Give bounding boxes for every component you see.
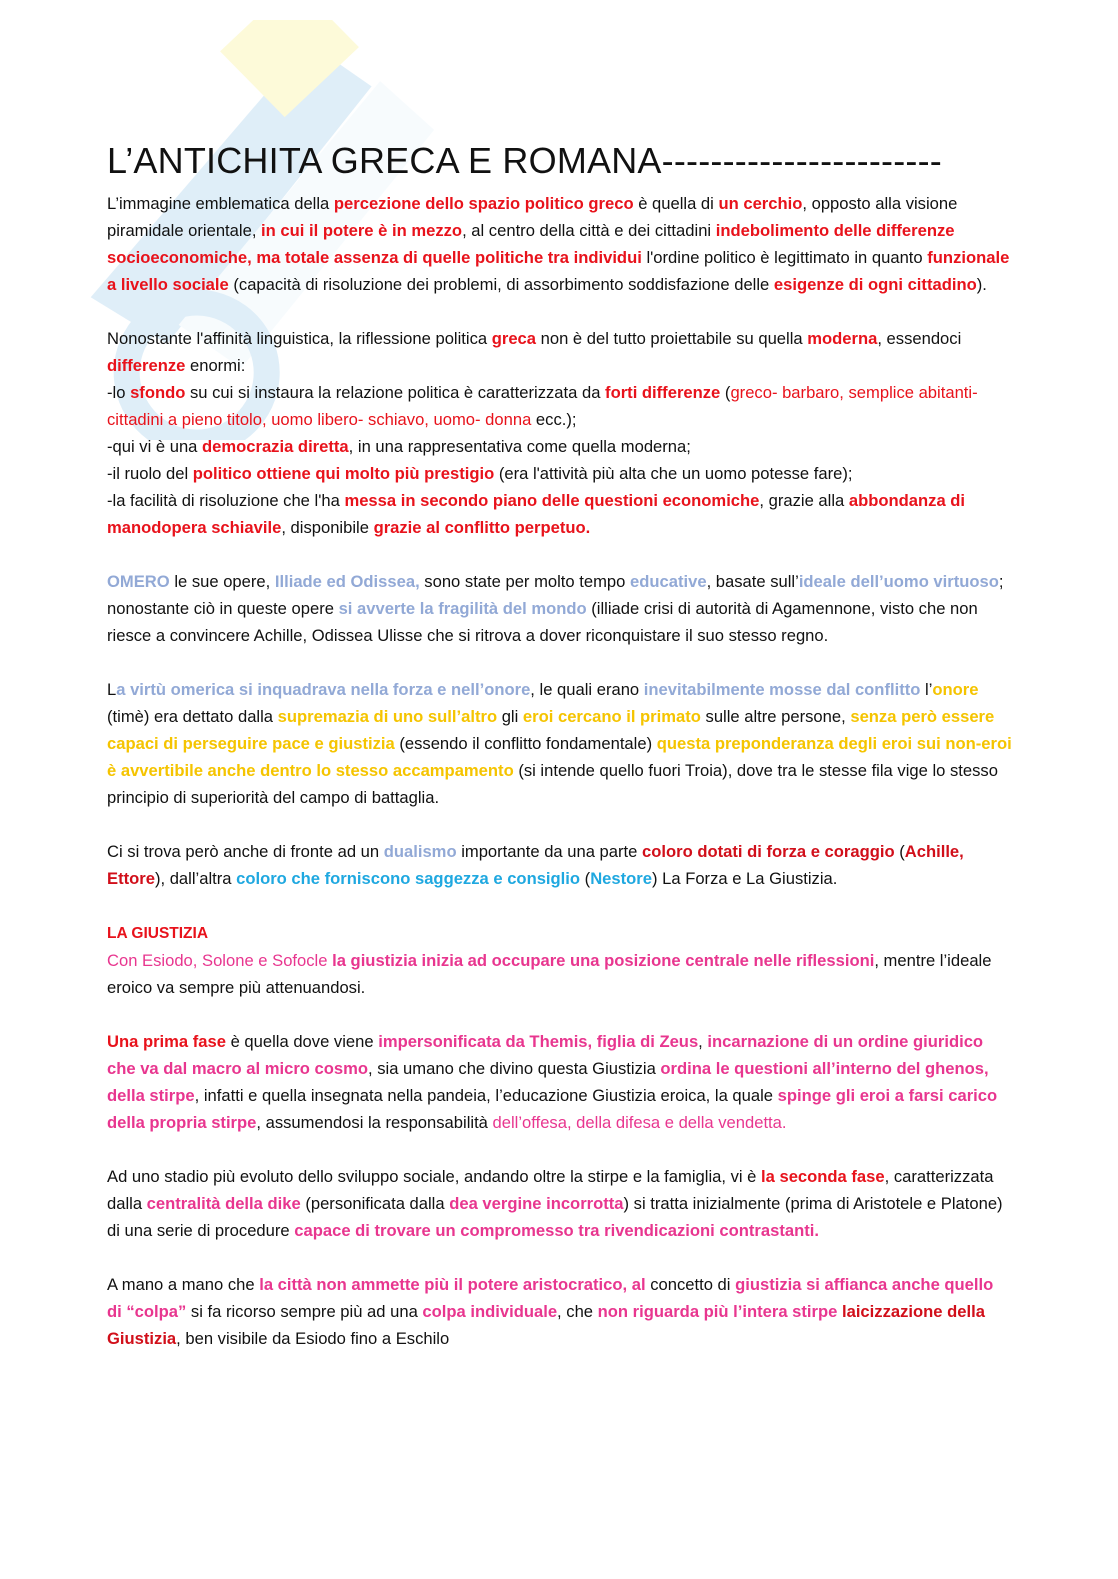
paragraph-seconda-fase: Ad uno stadio più evoluto dello sviluppo sociale, andando oltre la stirpe e la famiglia, vi è la seconda fase, caratterizzata dalla centralità della dike (personificata dalla dea vergine incorrotta) si tratta inizialmente (prima di Aristotele e Platone) di una serie di procedure capace di trovare un compromesso tra rivendicazioni contrastanti.: [107, 1167, 1003, 1240]
paragraph-prima-fase: Una prima fase è quella dove viene impersonificata da Themis, figlia di Zeus, incarnazione di un ordine giuridico che va dal macro al micro cosmo, sia umano che divino questa Giustizia ordina le questioni all’interno del ghenos, della stirpe, infatti e quella insegnata nella pandeia, l’educazione Giustizia eroica, la quale spinge gli eroi a farsi carico della propria stirpe, assumendosi la responsabilità dell’offesa, della difesa e della vendetta.: [107, 1032, 998, 1132]
section-heading: LA GIUSTIZIA: [107, 925, 209, 942]
paragraph-giustizia: Con Esiodo, Solone e Sofocle la giustizia inizia ad occupare una posizione centrale nelle riflessioni, mentre l’ideale eroico va sempre più attenuandosi.: [107, 951, 992, 997]
document-body: [107, 190, 1012, 1379]
paragraph-omero: OMERO le sue opere, Illiade ed Odissea, sono state per molto tempo educative, basate sull’ideale dell’uomo virtuoso; nonostante ciò in queste opere si avverte la fragilità del mondo (illiade crisi di autorità di Agamennone, visto che non riesce a convincere Achille, Odissea Ulisse che si ritrova a dover riconquistare il suo stesso regno.: [107, 572, 1004, 645]
paragraph-virtu-omerica: La virtù omerica si inquadrava nella forza e nell’onore, le quali erano inevitabilmente mosse dal conflitto l’onore (timè) era dettato dalla supremazia di uno sull’altro gli eroi cercano il primato sulle altre persone, senza però essere capaci di perseguire pace e giustizia (essendo il conflitto fondamentale) questa preponderanza degli eroi sui non-eroi è avvertibile anche dentro lo stesso accampamento (si intende quello fuori Troia), dove tra le stesse fila vige lo stesso principio di superiorità del campo di battaglia.: [107, 680, 1012, 807]
list-item: -il ruolo del politico ottiene qui molto più prestigio (era l'attività più alta che un uomo potesse fare);: [107, 464, 853, 483]
paragraph-dualismo: Ci si trova però anche di fronte ad un dualismo importante da una parte coloro dotati di forza e coraggio (Achille, Ettore), dall’altra coloro che forniscono saggezza e consiglio (Nestore) La Forza e La Giustizia.: [107, 842, 964, 888]
list-item: -lo sfondo su cui si instaura la relazione politica è caratterizzata da forti differenze (greco- barbaro, semplice abitanti- cittadini a pieno titolo, uomo libero- schiavo, uomo- donna ecc.);: [107, 383, 978, 429]
list-item: -la facilità di risoluzione che l'ha messa in secondo piano delle questioni economiche, grazie alla abbondanza di manodopera schiavile, disponibile grazie al conflitto perpetuo.: [107, 491, 966, 537]
document-title: L’ANTICHITA GRECA E ROMANA-----------------------: [107, 140, 942, 181]
paragraph-intro: L’immagine emblematica della percezione dello spazio politico greco è quella di un cerchio, opposto alla visione piramidale orientale, in cui il potere è in mezzo, al centro della città e dei cittadini indebolimento delle differenze socioeconomiche, ma totale assenza di quelle politiche tra individui l'ordine politico è legittimato in quanto funzionale a livello sociale (capacità di risoluzione dei problemi, di assorbimento soddisfazione delle esigenze di ogni cittadino).: [107, 194, 1010, 294]
list-item: -qui vi è una democrazia diretta, in una rappresentativa come quella moderna;: [107, 437, 691, 456]
paragraph-colpa: A mano a mano che la città non ammette più il potere aristocratico, al concetto di giustizia si affianca anche quello di “colpa” si fa ricorso sempre più ad una colpa individuale, che non riguarda più l’intera stirpe laicizzazione della Giustizia, ben visibile da Esiodo fino a Eschilo: [107, 1275, 994, 1348]
paragraph-differences: Nonostante l'affinità linguistica, la riflessione politica greca non è del tutto proiettabile su quella moderna, essendoci differenze enormi:: [107, 329, 962, 375]
